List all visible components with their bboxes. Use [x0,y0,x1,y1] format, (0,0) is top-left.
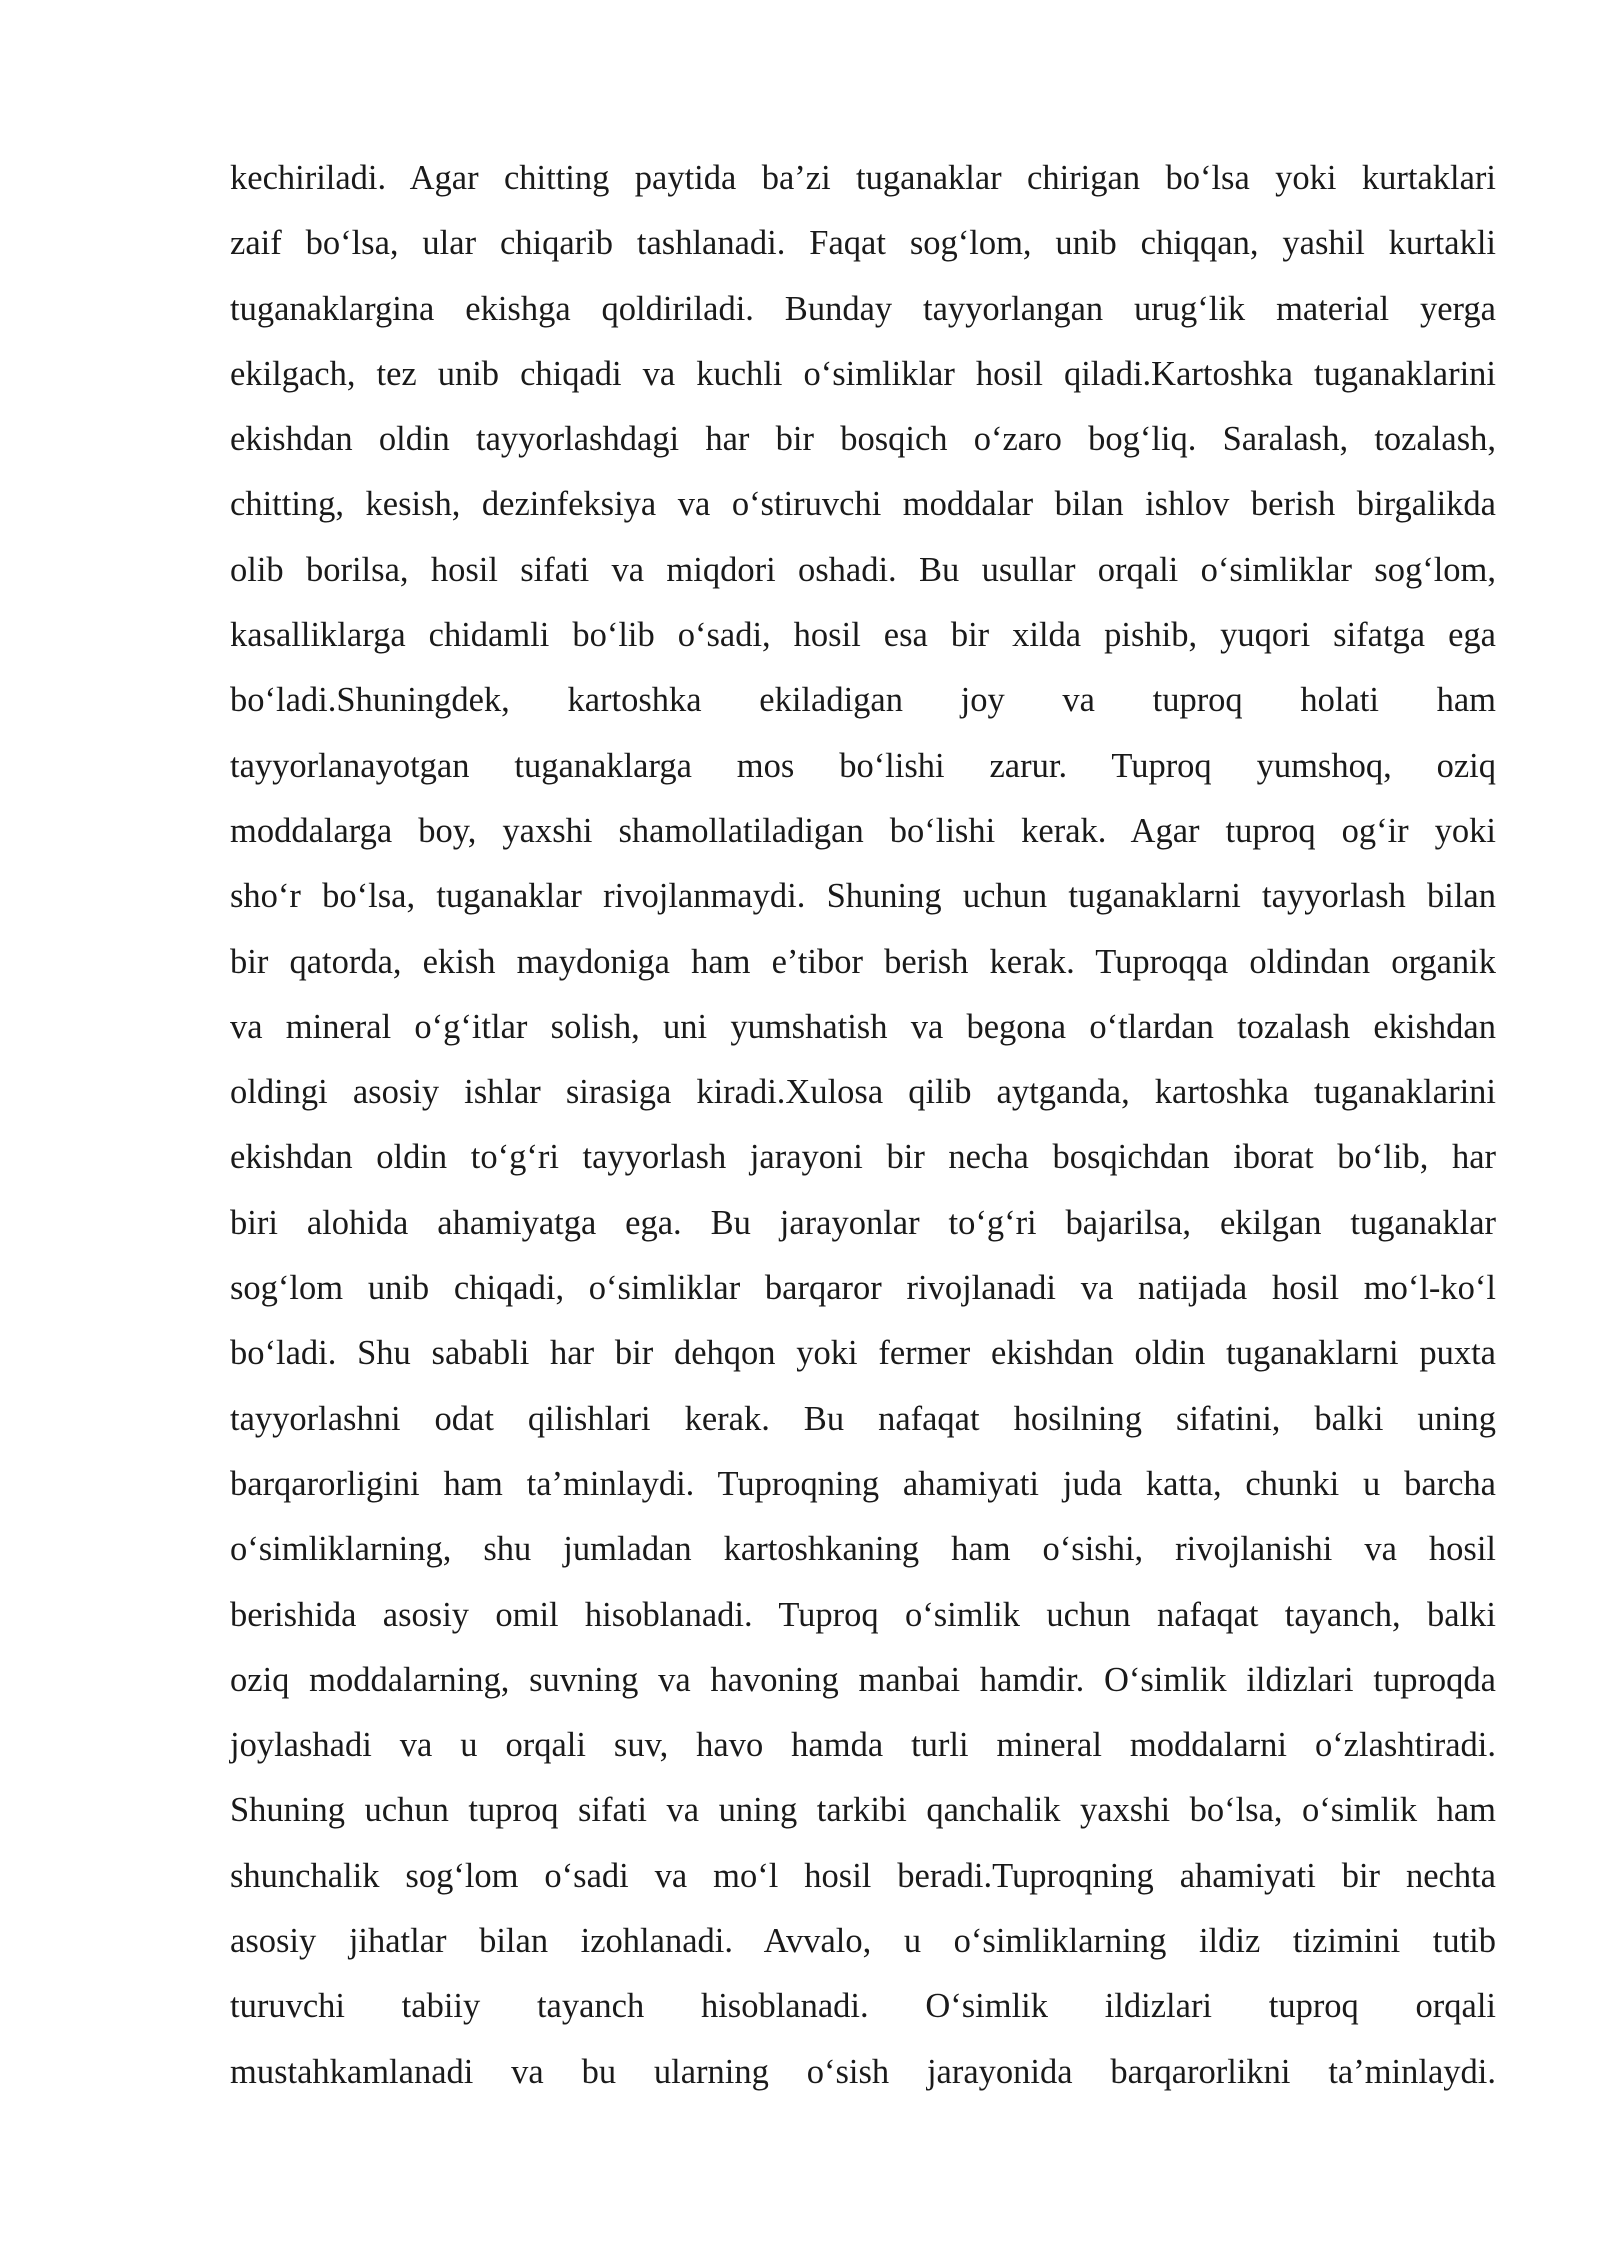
text-line: asosiy jihatlar bilan izohlanadi. Avvalo, u o‘simliklarning ildiz tizimini tutib [230,1922,1496,1961]
text-line: bo‘ladi.Shuningdek, kartoshka ekiladigan joy va tuproq holati ham [230,681,1496,720]
text-line: kasalliklarga chidamli bo‘lib o‘sadi, hosil esa bir xilda pishib, yuqori sifatga ega [230,616,1496,655]
text-line: tayyorlanayotgan tuganaklarga mos bo‘lishi zarur. Tuproq yumshoq, oziq [230,746,1496,785]
text-line: ekishdan oldin tayyorlashdagi har bir bosqich o‘zaro bog‘liq. Saralash, tozalash, [230,420,1496,459]
text-line: barqarorligini ham ta’minlaydi. Tuproqning ahamiyati juda katta, chunki u barcha [230,1464,1496,1503]
body-text [230,146,1496,2105]
text-line: mustahkamlanadi va bu ularning o‘sish jarayonida barqarorlikni ta’minlaydi. [230,2052,1496,2091]
text-line: tayyorlashni odat qilishlari kerak. Bu nafaqat hosilning sifatini, balki uning [230,1399,1496,1438]
text-line: Shuning uchun tuproq sifati va uning tarkibi qanchalik yaxshi bo‘lsa, o‘simlik ham [230,1791,1496,1830]
text-line: sho‘r bo‘lsa, tuganaklar rivojlanmaydi. Shuning uchun tuganaklarni tayyorlash bilan [230,877,1496,916]
text-line: moddalarga boy, yaxshi shamollatiladigan bo‘lishi kerak. Agar tuproq og‘ir yoki [230,811,1496,850]
text-line: ekilgach, tez unib chiqadi va kuchli o‘simliklar hosil qiladi.Kartoshka tuganaklarini [230,354,1496,393]
text-line: turuvchi tabiiy tayanch hisoblanadi. O‘simlik ildizlari tuproq orqali [230,1987,1496,2026]
text-line: shunchalik sog‘lom o‘sadi va mo‘l hosil beradi.Tuproqning ahamiyati bir nechta [230,1856,1496,1895]
text-line: joylashadi va u orqali suv, havo hamda turli mineral moddalarni o‘zlashtiradi. [230,1726,1496,1765]
text-line: bir qatorda, ekish maydoniga ham e’tibor berish kerak. Tuproqqa oldindan organik [230,942,1496,981]
text-line: biri alohida ahamiyatga ega. Bu jarayonlar to‘g‘ri bajarilsa, ekilgan tuganaklar [230,1203,1496,1242]
text-line: olib borilsa, hosil sifati va miqdori oshadi. Bu usullar orqali o‘simliklar sog‘lom, [230,550,1496,589]
text-line: o‘simliklarning, shu jumladan kartoshkaning ham o‘sishi, rivojlanishi va hosil [230,1530,1496,1569]
text-line: bo‘ladi. Shu sababli har bir dehqon yoki fermer ekishdan oldin tuganaklarni puxta [230,1334,1496,1373]
text-line: tuganaklargina ekishga qoldiriladi. Bunday tayyorlangan urug‘lik material yerga [230,289,1496,328]
text-line: oziq moddalarning, suvning va havoning manbai hamdir. O‘simlik ildizlari tuproqda [230,1660,1496,1699]
text-line: kechiriladi. Agar chitting paytida ba’zi tuganaklar chirigan bo‘lsa yoki kurtaklari [230,159,1496,197]
text-line: sog‘lom unib chiqadi, o‘simliklar barqaror rivojlanadi va natijada hosil mo‘l-ko‘l [230,1269,1496,1308]
text-line: zaif bo‘lsa, ular chiqarib tashlanadi. Faqat sog‘lom, unib chiqqan, yashil kurtakli [230,224,1496,263]
text-line: va mineral o‘g‘itlar solish, uni yumshatish va begona o‘tlardan tozalash ekishdan [230,1007,1496,1046]
text-line: oldingi asosiy ishlar sirasiga kiradi.Xulosa qilib aytganda, kartoshka tuganaklarini [230,1073,1496,1112]
text-line: chitting, kesish, dezinfeksiya va o‘stiruvchi moddalar bilan ishlov berish birgalikda [230,485,1496,524]
text-line: ekishdan oldin to‘g‘ri tayyorlash jarayoni bir necha bosqichdan iborat bo‘lib, har [230,1138,1496,1177]
text-line: berishida asosiy omil hisoblanadi. Tuproq o‘simlik uchun nafaqat tayanch, balki [230,1595,1496,1634]
